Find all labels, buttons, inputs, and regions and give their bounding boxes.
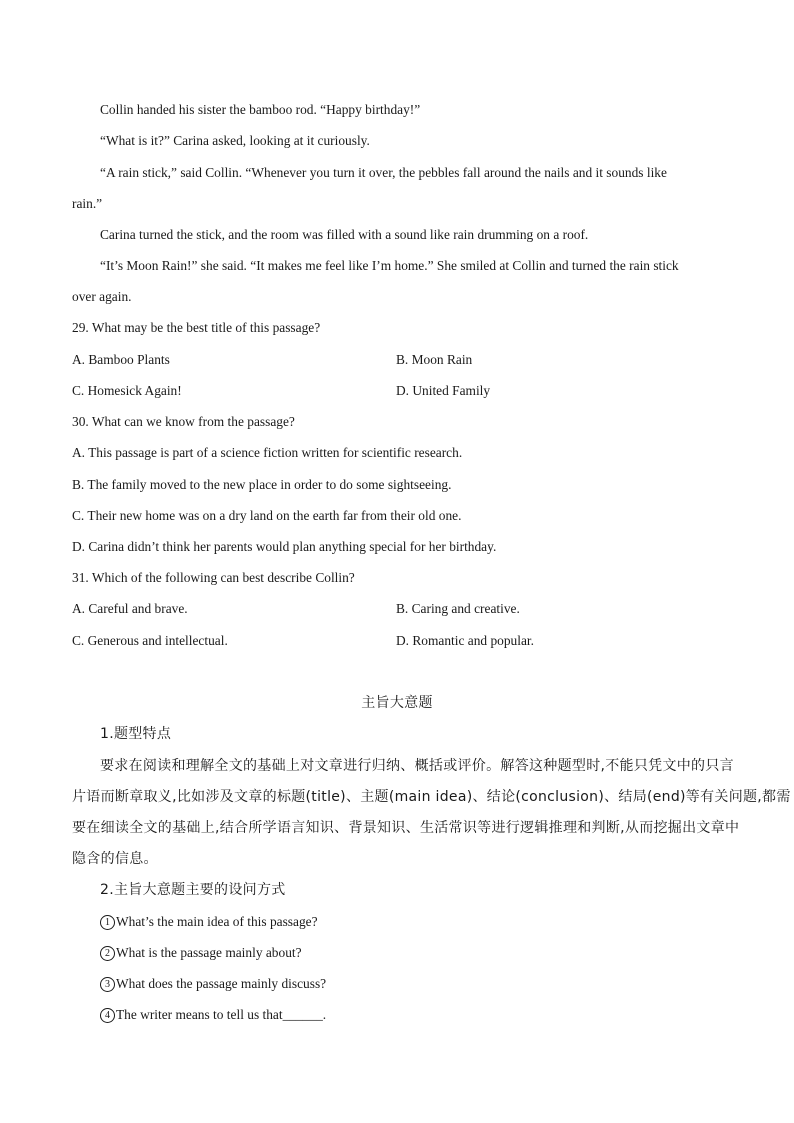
list-item-text: What does the passage mainly discuss? xyxy=(116,976,327,991)
q29-option-d: D. United Family xyxy=(396,383,491,398)
q29-option-c: C. Homesick Again! xyxy=(72,383,182,398)
circled-number: 4 xyxy=(100,1008,115,1023)
section-title: 主旨大意题 xyxy=(361,695,433,711)
circled-number: 1 xyxy=(100,915,115,930)
list-item-text: The writer means to tell us that______. xyxy=(116,1007,327,1022)
question-30: 30. What can we know from the passage? xyxy=(72,414,295,429)
question-31: 31. Which of the following can best describe Collin? xyxy=(72,570,355,585)
section-heading-2: 2.主旨大意题主要的设问方式 xyxy=(100,882,286,898)
story-line-2: “What is it?” Carina asked, looking at it curiously. xyxy=(100,133,370,148)
list-item xyxy=(100,975,326,993)
list-item xyxy=(100,913,318,931)
story-line-7: over again. xyxy=(72,289,132,304)
q30-option-a: A. This passage is part of a science fiction written for scientific research. xyxy=(72,445,463,460)
story-line-5: Carina turned the stick, and the room was filled with a sound like rain drumming on a roof. xyxy=(100,227,589,242)
q30-option-b: B. The family moved to the new place in order to do some sightseeing. xyxy=(72,477,452,492)
section-paragraph-line-4: 隐含的信息。 xyxy=(72,851,158,867)
list-item-text: What is the passage mainly about? xyxy=(116,945,302,960)
q31-option-b: B. Caring and creative. xyxy=(396,601,520,616)
story-line-1: Collin handed his sister the bamboo rod. “Happy birthday!” xyxy=(100,102,421,117)
list-item xyxy=(100,1006,326,1024)
section-paragraph-line-2: 片语而断章取义,比如涉及文章的标题(title)、主题(main idea)、结论(conclusion)、结局(end)等有关问题,都需 xyxy=(72,789,791,805)
circled-number: 3 xyxy=(100,977,115,992)
story-line-3: “A rain stick,” said Collin. “Whenever you turn it over, the pebbles fall around the nails and it sounds like xyxy=(100,165,667,180)
q31-option-c: C. Generous and intellectual. xyxy=(72,633,228,648)
section-heading-1: 1.题型特点 xyxy=(100,726,172,742)
list-item-text: What’s the main idea of this passage? xyxy=(116,914,318,929)
q30-option-c: C. Their new home was on a dry land on the earth far from their old one. xyxy=(72,508,462,523)
q29-option-b: B. Moon Rain xyxy=(396,352,473,367)
section-paragraph-line-1: 要求在阅读和理解全文的基础上对文章进行归纳、概括或评价。解答这种题型时,不能只凭文中的只言 xyxy=(100,758,734,774)
story-line-4: rain.” xyxy=(72,196,103,211)
section-paragraph-line-3: 要在细读全文的基础上,结合所学语言知识、背景知识、生活常识等进行逻辑推理和判断,从而挖掘出文章中 xyxy=(72,820,740,836)
circled-number: 2 xyxy=(100,946,115,961)
list-item xyxy=(100,944,302,962)
q29-option-a: A. Bamboo Plants xyxy=(72,352,170,367)
q31-option-a: A. Careful and brave. xyxy=(72,601,188,616)
question-29: 29. What may be the best title of this passage? xyxy=(72,320,321,335)
story-line-6: “It’s Moon Rain!” she said. “It makes me feel like I’m home.” She smiled at Collin and turned the rain stick xyxy=(100,258,679,273)
q31-option-d: D. Romantic and popular. xyxy=(396,633,534,648)
q30-option-d: D. Carina didn’t think her parents would plan anything special for her birthday. xyxy=(72,539,497,554)
